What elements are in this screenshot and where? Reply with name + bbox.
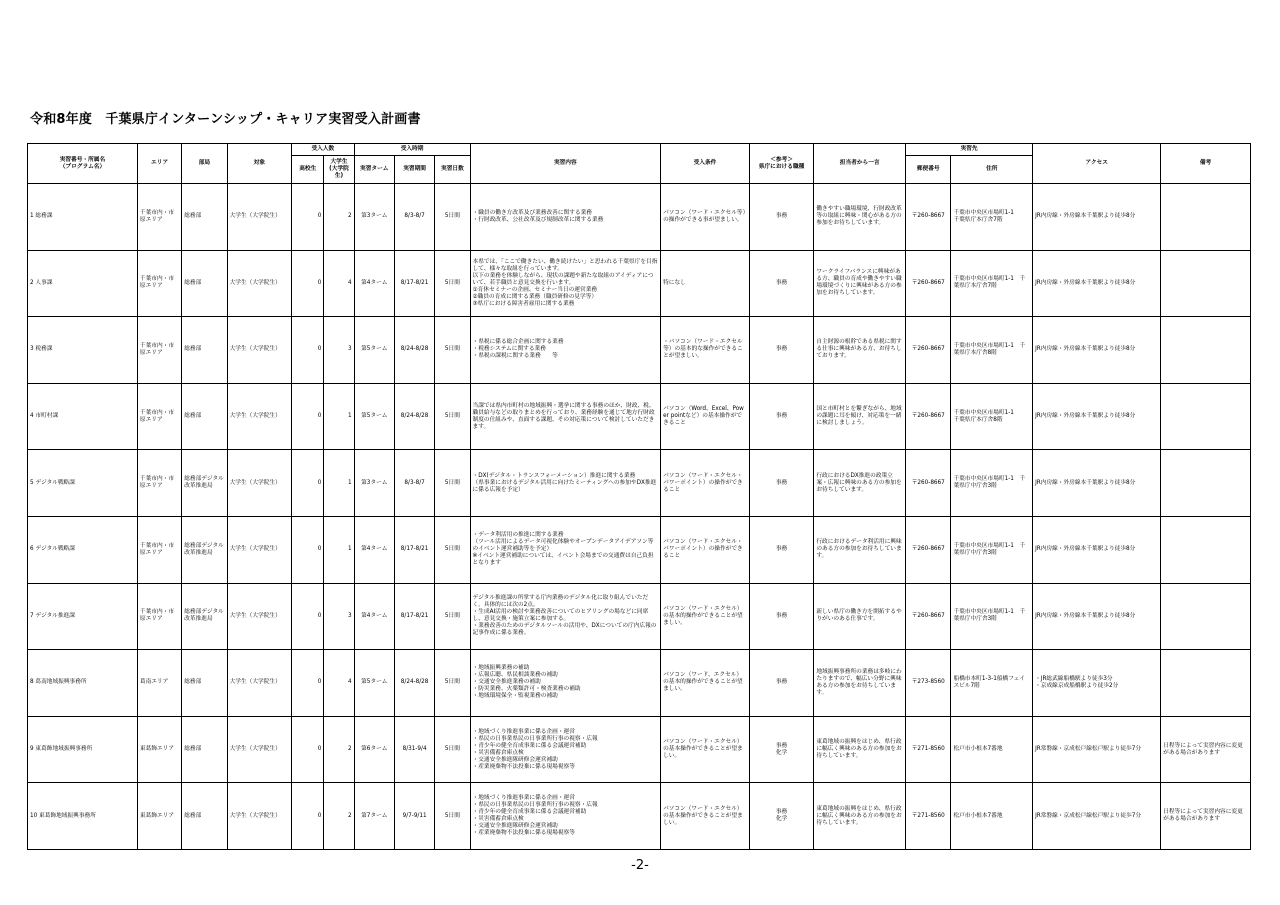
target-cell: 大学生（大学院生） bbox=[227, 783, 292, 850]
days-cell: 5日間 bbox=[435, 650, 470, 717]
bureau-cell: 総務部 bbox=[182, 184, 227, 251]
area-cell: 千葉市内・市原エリア bbox=[137, 317, 181, 384]
area-cell: 東葛飾エリア bbox=[137, 716, 181, 783]
message-cell: 東葛地域の振興をはじめ、県行政に幅広く興味のある方の参加をお待ちしています。 bbox=[814, 783, 906, 850]
term-cell: 第4ターム bbox=[354, 250, 394, 317]
col-header-message: 担当者から一言 bbox=[814, 144, 906, 184]
content-cell: 本県では、「ここで働きたい、働き続けたい」と思われる千葉県庁を目指して、様々な取組を行っています。 以下の業務を体験しながら、現状の課題や新たな取組のアイディアについて、若手職員と意見交換を行います。 ①育休セミナーの企画、セミナー当日の運営業務 ②職員の育成に関する業務（職員研修の見学等） ③県庁における障害者雇用に関する業務 bbox=[470, 250, 661, 317]
conditions-cell: パソコン（ワード・エクセル・パワーポイント）の操作ができること bbox=[661, 450, 750, 517]
days-cell: 5日間 bbox=[435, 383, 470, 450]
postal-cell: 〒271-8560 bbox=[906, 716, 951, 783]
dates-cell: 8/24-8/28 bbox=[394, 317, 434, 384]
university-count-cell: 4 bbox=[324, 250, 354, 317]
highschool-count-cell: 0 bbox=[292, 516, 324, 583]
notes-cell bbox=[1161, 450, 1251, 517]
area-cell: 千葉市内・市原エリア bbox=[137, 583, 181, 650]
target-cell: 大学生（大学院生） bbox=[227, 317, 292, 384]
col-header-bureau: 部局 bbox=[182, 144, 227, 184]
access-cell: JR内房線・外房線本千葉駅より徒歩8分 bbox=[1033, 184, 1161, 251]
postal-cell: 〒273-8560 bbox=[906, 650, 951, 717]
university-count-cell: 3 bbox=[324, 583, 354, 650]
term-cell: 第7ターム bbox=[354, 783, 394, 850]
highschool-count-cell: 0 bbox=[292, 184, 324, 251]
access-cell: JR内房線・外房線本千葉駅より徒歩8分 bbox=[1033, 516, 1161, 583]
bureau-cell: 総務部 bbox=[182, 383, 227, 450]
job-cell: 事務 化学 bbox=[749, 783, 814, 850]
col-header-highschool: 高校生 bbox=[292, 156, 324, 184]
table-row bbox=[28, 450, 1251, 517]
notes-cell bbox=[1161, 516, 1251, 583]
job-cell: 事務 bbox=[749, 583, 814, 650]
address-cell: 松戸市小根本7番地 bbox=[951, 783, 1033, 850]
term-cell: 第3ターム bbox=[354, 450, 394, 517]
col-header-job: ＜参考＞ 県庁における職種 bbox=[749, 144, 814, 184]
dates-cell: 8/24-8/28 bbox=[394, 650, 434, 717]
conditions-cell: ・パソコン（ワード・エクセル等）の基本的な操作ができることが望ましい。 bbox=[661, 317, 750, 384]
days-cell: 5日間 bbox=[435, 250, 470, 317]
conditions-cell: パソコン（ワード・エクセル）の基本操作ができることが望ましい。 bbox=[661, 783, 750, 850]
term-cell: 第5ターム bbox=[354, 383, 394, 450]
address-cell: 千葉市中央区市場町1-1 千葉県庁本庁舎8階 bbox=[951, 383, 1033, 450]
target-cell: 大学生（大学院生） bbox=[227, 184, 292, 251]
notes-cell bbox=[1161, 184, 1251, 251]
conditions-cell: パソコン（ワード、エクセル）の基本的操作ができることが望ましい。 bbox=[661, 650, 750, 717]
bureau-cell: 総務部 bbox=[182, 317, 227, 384]
content-cell: ・地域づくり推進事業に係る企画・運営 ・県民の日事業県民の日事業所行事の視察・広報 ・青少年の健全育成事業に係る会議運営補助 ・災害備蓄倉庫点検 ・交通安全推進隊研修会運営補助 ・産業廃棄物不法投棄に係る現場視察等 bbox=[470, 783, 661, 850]
col-header-address: 住所 bbox=[951, 156, 1033, 184]
job-cell: 事務 bbox=[749, 650, 814, 717]
target-cell: 大学生（大学院生） bbox=[227, 250, 292, 317]
highschool-count-cell: 0 bbox=[292, 450, 324, 517]
col-header-content: 実習内容 bbox=[470, 144, 661, 184]
highschool-count-cell: 0 bbox=[292, 250, 324, 317]
job-cell: 事務 bbox=[749, 516, 814, 583]
highschool-count-cell: 0 bbox=[292, 317, 324, 384]
university-count-cell: 2 bbox=[324, 184, 354, 251]
postal-cell: 〒260-8667 bbox=[906, 184, 951, 251]
col-header-period: 受入時期 bbox=[354, 144, 470, 156]
dates-cell: 8/31-9/4 bbox=[394, 716, 434, 783]
job-cell: 事務 bbox=[749, 450, 814, 517]
col-header-days: 実習日数 bbox=[435, 156, 470, 184]
term-cell: 第5ターム bbox=[354, 650, 394, 717]
postal-cell: 〒260-8667 bbox=[906, 383, 951, 450]
target-cell: 大学生（大学院生） bbox=[227, 450, 292, 517]
document-title: 令和8年度 千葉県庁インターンシップ・キャリア実習受入計画書 bbox=[30, 112, 421, 127]
notes-cell bbox=[1161, 650, 1251, 717]
program-cell: 3 税務課 bbox=[28, 317, 138, 384]
highschool-count-cell: 0 bbox=[292, 783, 324, 850]
area-cell: 葛南エリア bbox=[137, 650, 181, 717]
page-number: -2- bbox=[631, 858, 649, 873]
notes-cell bbox=[1161, 250, 1251, 317]
col-header-access: アクセス bbox=[1033, 144, 1161, 184]
conditions-cell: パソコン（Word、Excel、Power pointなど）の基本操作ができること bbox=[661, 383, 750, 450]
highschool-count-cell: 0 bbox=[292, 716, 324, 783]
access-cell: JR内房線・外房線本千葉駅より徒歩8分 bbox=[1033, 383, 1161, 450]
table-row bbox=[28, 516, 1251, 583]
table-row bbox=[28, 783, 1251, 850]
content-cell: ・地域づくり推進事業に係る企画・運営 ・県民の日事業県民の日事業所行事の視察・広報 ・青少年の健全育成事業に係る会議運営補助 ・災害備蓄倉庫点検 ・交通安全推進隊研修会運営補助 ・産業廃棄物不法投棄に係る現場視察等 bbox=[470, 716, 661, 783]
message-cell: 国と市町村とを繋ぎながら、地域の課題に耳を傾け、対応策を一緒に検討しましょう。 bbox=[814, 383, 906, 450]
program-cell: 4 市町村課 bbox=[28, 383, 138, 450]
program-cell: 5 デジタル戦略課 bbox=[28, 450, 138, 517]
access-cell: JR常磐線・京成松戸線松戸駅より徒歩7分 bbox=[1033, 716, 1161, 783]
dates-cell: 8/3-8/7 bbox=[394, 450, 434, 517]
term-cell: 第4ターム bbox=[354, 516, 394, 583]
dates-cell: 8/17-8/21 bbox=[394, 250, 434, 317]
area-cell: 東葛飾エリア bbox=[137, 783, 181, 850]
col-header-term: 実習ターム bbox=[354, 156, 394, 184]
table-row bbox=[28, 317, 1251, 384]
university-count-cell: 1 bbox=[324, 383, 354, 450]
university-count-cell: 4 bbox=[324, 650, 354, 717]
dates-cell: 9/7-9/11 bbox=[394, 783, 434, 850]
message-cell: ワークライフバランスに興味がある方、職員の育成や働きやすい職場環境づくりに興味がある方の参加をお待ちしています。 bbox=[814, 250, 906, 317]
area-cell: 千葉市内・市原エリア bbox=[137, 383, 181, 450]
content-cell: デジタル推進課の所掌する庁内業務のデジタル化に取り組んでいただく。具体的には次の2点。 ・生成AI活用の検討や業務改善についてのヒアリングの場などに同席し、意見交換・施策立案に参加する。 ・業務改善のためのデジタルツールの活用や、DXについての庁内広報の記事作成に係る業務。 bbox=[470, 583, 661, 650]
notes-cell bbox=[1161, 383, 1251, 450]
conditions-cell: パソコン（ワード・エクセル・パワーポイント）の操作ができること bbox=[661, 516, 750, 583]
access-cell: JR常磐線・京成松戸線松戸駅より徒歩7分 bbox=[1033, 783, 1161, 850]
dates-cell: 8/17-8/21 bbox=[394, 516, 434, 583]
conditions-cell: 特になし bbox=[661, 250, 750, 317]
message-cell: 行政におけるDX推進の政策立案・広報に興味のある方の参加をお待ちしています。 bbox=[814, 450, 906, 517]
conditions-cell: パソコン（ワード・エクセル）の基本操作ができることが望ましい。 bbox=[661, 716, 750, 783]
days-cell: 5日間 bbox=[435, 450, 470, 517]
bureau-cell: 総務部 bbox=[182, 250, 227, 317]
notes-cell: 日程等によって実習内容に変更がある場合があります bbox=[1161, 783, 1251, 850]
address-cell: 千葉市中央区市場町1-1 千葉県庁本庁舎7階 bbox=[951, 250, 1033, 317]
target-cell: 大学生（大学院生） bbox=[227, 650, 292, 717]
target-cell: 大学生（大学院生） bbox=[227, 716, 292, 783]
university-count-cell: 1 bbox=[324, 516, 354, 583]
days-cell: 5日間 bbox=[435, 583, 470, 650]
bureau-cell: 総務部 bbox=[182, 716, 227, 783]
job-cell: 事務 bbox=[749, 317, 814, 384]
access-cell: JR内房線・外房線本千葉駅より徒歩8分 bbox=[1033, 250, 1161, 317]
term-cell: 第3ターム bbox=[354, 184, 394, 251]
content-cell: ・地域振興業務の補助 ・広報広聴、県民相談業務の補助 ・交通安全推進業務の補助 ・防災業務、火薬類許可・検査業務の補助 ・地域環境保全・監視業務の補助 bbox=[470, 650, 661, 717]
bureau-cell: 総務部 bbox=[182, 783, 227, 850]
access-cell: ・JR総武線船橋駅より徒歩3分 ・京成線京成船橋駅より徒歩2分 bbox=[1033, 650, 1161, 717]
job-cell: 事務 bbox=[749, 184, 814, 251]
col-header-area: エリア bbox=[137, 144, 181, 184]
table-row bbox=[28, 383, 1251, 450]
table-row bbox=[28, 716, 1251, 783]
program-cell: 2 人事課 bbox=[28, 250, 138, 317]
col-header-dates: 実習期間 bbox=[394, 156, 434, 184]
col-header-site: 実習先 bbox=[906, 144, 1033, 156]
content-cell: ・職員の働き方改革及び業務改善に関する業務 ・行財政改革、公社改革及び規制改革に関する業務 bbox=[470, 184, 661, 251]
postal-cell: 〒260-8667 bbox=[906, 516, 951, 583]
col-header-target: 対象 bbox=[227, 144, 292, 184]
university-count-cell: 3 bbox=[324, 317, 354, 384]
table-row bbox=[28, 583, 1251, 650]
university-count-cell: 2 bbox=[324, 783, 354, 850]
days-cell: 5日間 bbox=[435, 184, 470, 251]
content-cell: ・データ利活用の推進に関する業務 （ツール活用によるデータ可視化体験やオープンデータアイデアソン等のイベント運営補助等を予定） ※イベント運営補助については、イベント会場までの交通費は自己負担となります bbox=[470, 516, 661, 583]
bureau-cell: 総務部 bbox=[182, 650, 227, 717]
content-cell: 当課では県内市町村の地域振興・選挙に関する事務のほか、財政、税、職員給与などの取りまとめを行っており、業務経験を通じて地方行財政制度の仕組みや、直面する課題、その対応策について検討していただきます。 bbox=[470, 383, 661, 450]
area-cell: 千葉市内・市原エリア bbox=[137, 250, 181, 317]
address-cell: 千葉市中央区市場町1-1 千葉県庁中庁舎3階 bbox=[951, 450, 1033, 517]
address-cell: 千葉市中央区市場町1-1 千葉県庁本庁舎8階 bbox=[951, 317, 1033, 384]
message-cell: 働きやすい職場環境、行財政改革等の取組に興味・関心がある方の参加をお待ちしています。 bbox=[814, 184, 906, 251]
program-cell: 8 葛南地域振興事務所 bbox=[28, 650, 138, 717]
address-cell: 千葉市中央区市場町1-1 千葉県庁中庁舎3階 bbox=[951, 583, 1033, 650]
notes-cell: 日程等によって実習内容に変更がある場合があります bbox=[1161, 716, 1251, 783]
highschool-count-cell: 0 bbox=[292, 383, 324, 450]
postal-cell: 〒260-8667 bbox=[906, 450, 951, 517]
col-header-capacity: 受入人数 bbox=[292, 144, 354, 156]
days-cell: 5日間 bbox=[435, 783, 470, 850]
term-cell: 第6ターム bbox=[354, 716, 394, 783]
message-cell: 東葛地域の振興をはじめ、県行政に幅広く興味のある方の参加をお待ちしています。 bbox=[814, 716, 906, 783]
address-cell: 船橋市本町1-3-1船橋フェイスビル7階 bbox=[951, 650, 1033, 717]
message-cell: 新しい県庁の働き方を開拓するやりがいのある仕事です。 bbox=[814, 583, 906, 650]
days-cell: 5日間 bbox=[435, 716, 470, 783]
term-cell: 第5ターム bbox=[354, 317, 394, 384]
job-cell: 事務 化学 bbox=[749, 716, 814, 783]
conditions-cell: パソコン（ワード・エクセル等）の操作ができる事が望ましい。 bbox=[661, 184, 750, 251]
message-cell: 行政におけるデータ利活用に興味のある方の参加をお待ちしています。 bbox=[814, 516, 906, 583]
program-cell: 10 東葛飾地域振興事務所 bbox=[28, 783, 138, 850]
bureau-cell: 総務部デジタル改革推進局 bbox=[182, 450, 227, 517]
col-header-university: 大学生 (大学院生) bbox=[324, 156, 354, 184]
message-cell: 地域振興事務所の業務は多岐にわたりますので、幅広い分野に興味ある方の参加をお待ちしています。 bbox=[814, 650, 906, 717]
address-cell: 松戸市小根本7番地 bbox=[951, 716, 1033, 783]
university-count-cell: 1 bbox=[324, 450, 354, 517]
postal-cell: 〒260-8667 bbox=[906, 583, 951, 650]
area-cell: 千葉市内・市原エリア bbox=[137, 516, 181, 583]
target-cell: 大学生（大学院生） bbox=[227, 383, 292, 450]
internship-plan-table bbox=[27, 143, 1251, 850]
notes-cell bbox=[1161, 317, 1251, 384]
col-header-notes: 備考 bbox=[1161, 144, 1251, 184]
col-header-program: 実習番号・所属名 （プログラム名） bbox=[28, 144, 138, 184]
postal-cell: 〒271-8560 bbox=[906, 783, 951, 850]
notes-cell bbox=[1161, 583, 1251, 650]
access-cell: JR内房線・外房線本千葉駅より徒歩8分 bbox=[1033, 450, 1161, 517]
program-cell: 6 デジタル戦略課 bbox=[28, 516, 138, 583]
table-body bbox=[28, 184, 1251, 850]
highschool-count-cell: 0 bbox=[292, 650, 324, 717]
conditions-cell: パソコン（ワード・エクセル）の基本的操作ができることが望ましい。 bbox=[661, 583, 750, 650]
dates-cell: 8/17-8/21 bbox=[394, 583, 434, 650]
table-row bbox=[28, 650, 1251, 717]
job-cell: 事務 bbox=[749, 250, 814, 317]
col-header-conditions: 受入条件 bbox=[661, 144, 750, 184]
program-cell: 7 デジタル推進課 bbox=[28, 583, 138, 650]
program-cell: 9 東葛飾地域振興事務所 bbox=[28, 716, 138, 783]
access-cell: JR内房線・外房線本千葉駅より徒歩8分 bbox=[1033, 317, 1161, 384]
table-row bbox=[28, 250, 1251, 317]
col-header-postal: 郵便番号 bbox=[906, 156, 951, 184]
area-cell: 千葉市内・市原エリア bbox=[137, 450, 181, 517]
job-cell: 事務 bbox=[749, 383, 814, 450]
message-cell: 自主財源の根幹である県税に関する仕事に興味がある方、お待ちしております。 bbox=[814, 317, 906, 384]
target-cell: 大学生（大学院生） bbox=[227, 516, 292, 583]
header-row-1 bbox=[28, 144, 1251, 156]
days-cell: 5日間 bbox=[435, 317, 470, 384]
bureau-cell: 総務部デジタル改革推進局 bbox=[182, 516, 227, 583]
program-cell: 1 総務課 bbox=[28, 184, 138, 251]
highschool-count-cell: 0 bbox=[292, 583, 324, 650]
postal-cell: 〒260-8667 bbox=[906, 317, 951, 384]
target-cell: 大学生（大学院生） bbox=[227, 583, 292, 650]
bureau-cell: 総務部デジタル改革推進局 bbox=[182, 583, 227, 650]
area-cell: 千葉市内・市原エリア bbox=[137, 184, 181, 251]
table-row bbox=[28, 184, 1251, 251]
dates-cell: 8/3-8/7 bbox=[394, 184, 434, 251]
term-cell: 第4ターム bbox=[354, 583, 394, 650]
university-count-cell: 2 bbox=[324, 716, 354, 783]
days-cell: 5日間 bbox=[435, 516, 470, 583]
content-cell: ・DX(デジタル・トランスフォーメーション）推進に関する業務 （県事業におけるデジタル活用に向けたミーティングへの参加やDX推進に係る広報を予定） bbox=[470, 450, 661, 517]
address-cell: 千葉市中央区市場町1-1 千葉県庁本庁舎7階 bbox=[951, 184, 1033, 251]
access-cell: JR内房線・外房線本千葉駅より徒歩8分 bbox=[1033, 583, 1161, 650]
postal-cell: 〒260-8667 bbox=[906, 250, 951, 317]
dates-cell: 8/24-8/28 bbox=[394, 383, 434, 450]
address-cell: 千葉市中央区市場町1-1 千葉県庁中庁舎3階 bbox=[951, 516, 1033, 583]
content-cell: ・県税に係る総合企画に関する業務 ・税務システムに関する業務 ・県税の課税に関する業務 等 bbox=[470, 317, 661, 384]
